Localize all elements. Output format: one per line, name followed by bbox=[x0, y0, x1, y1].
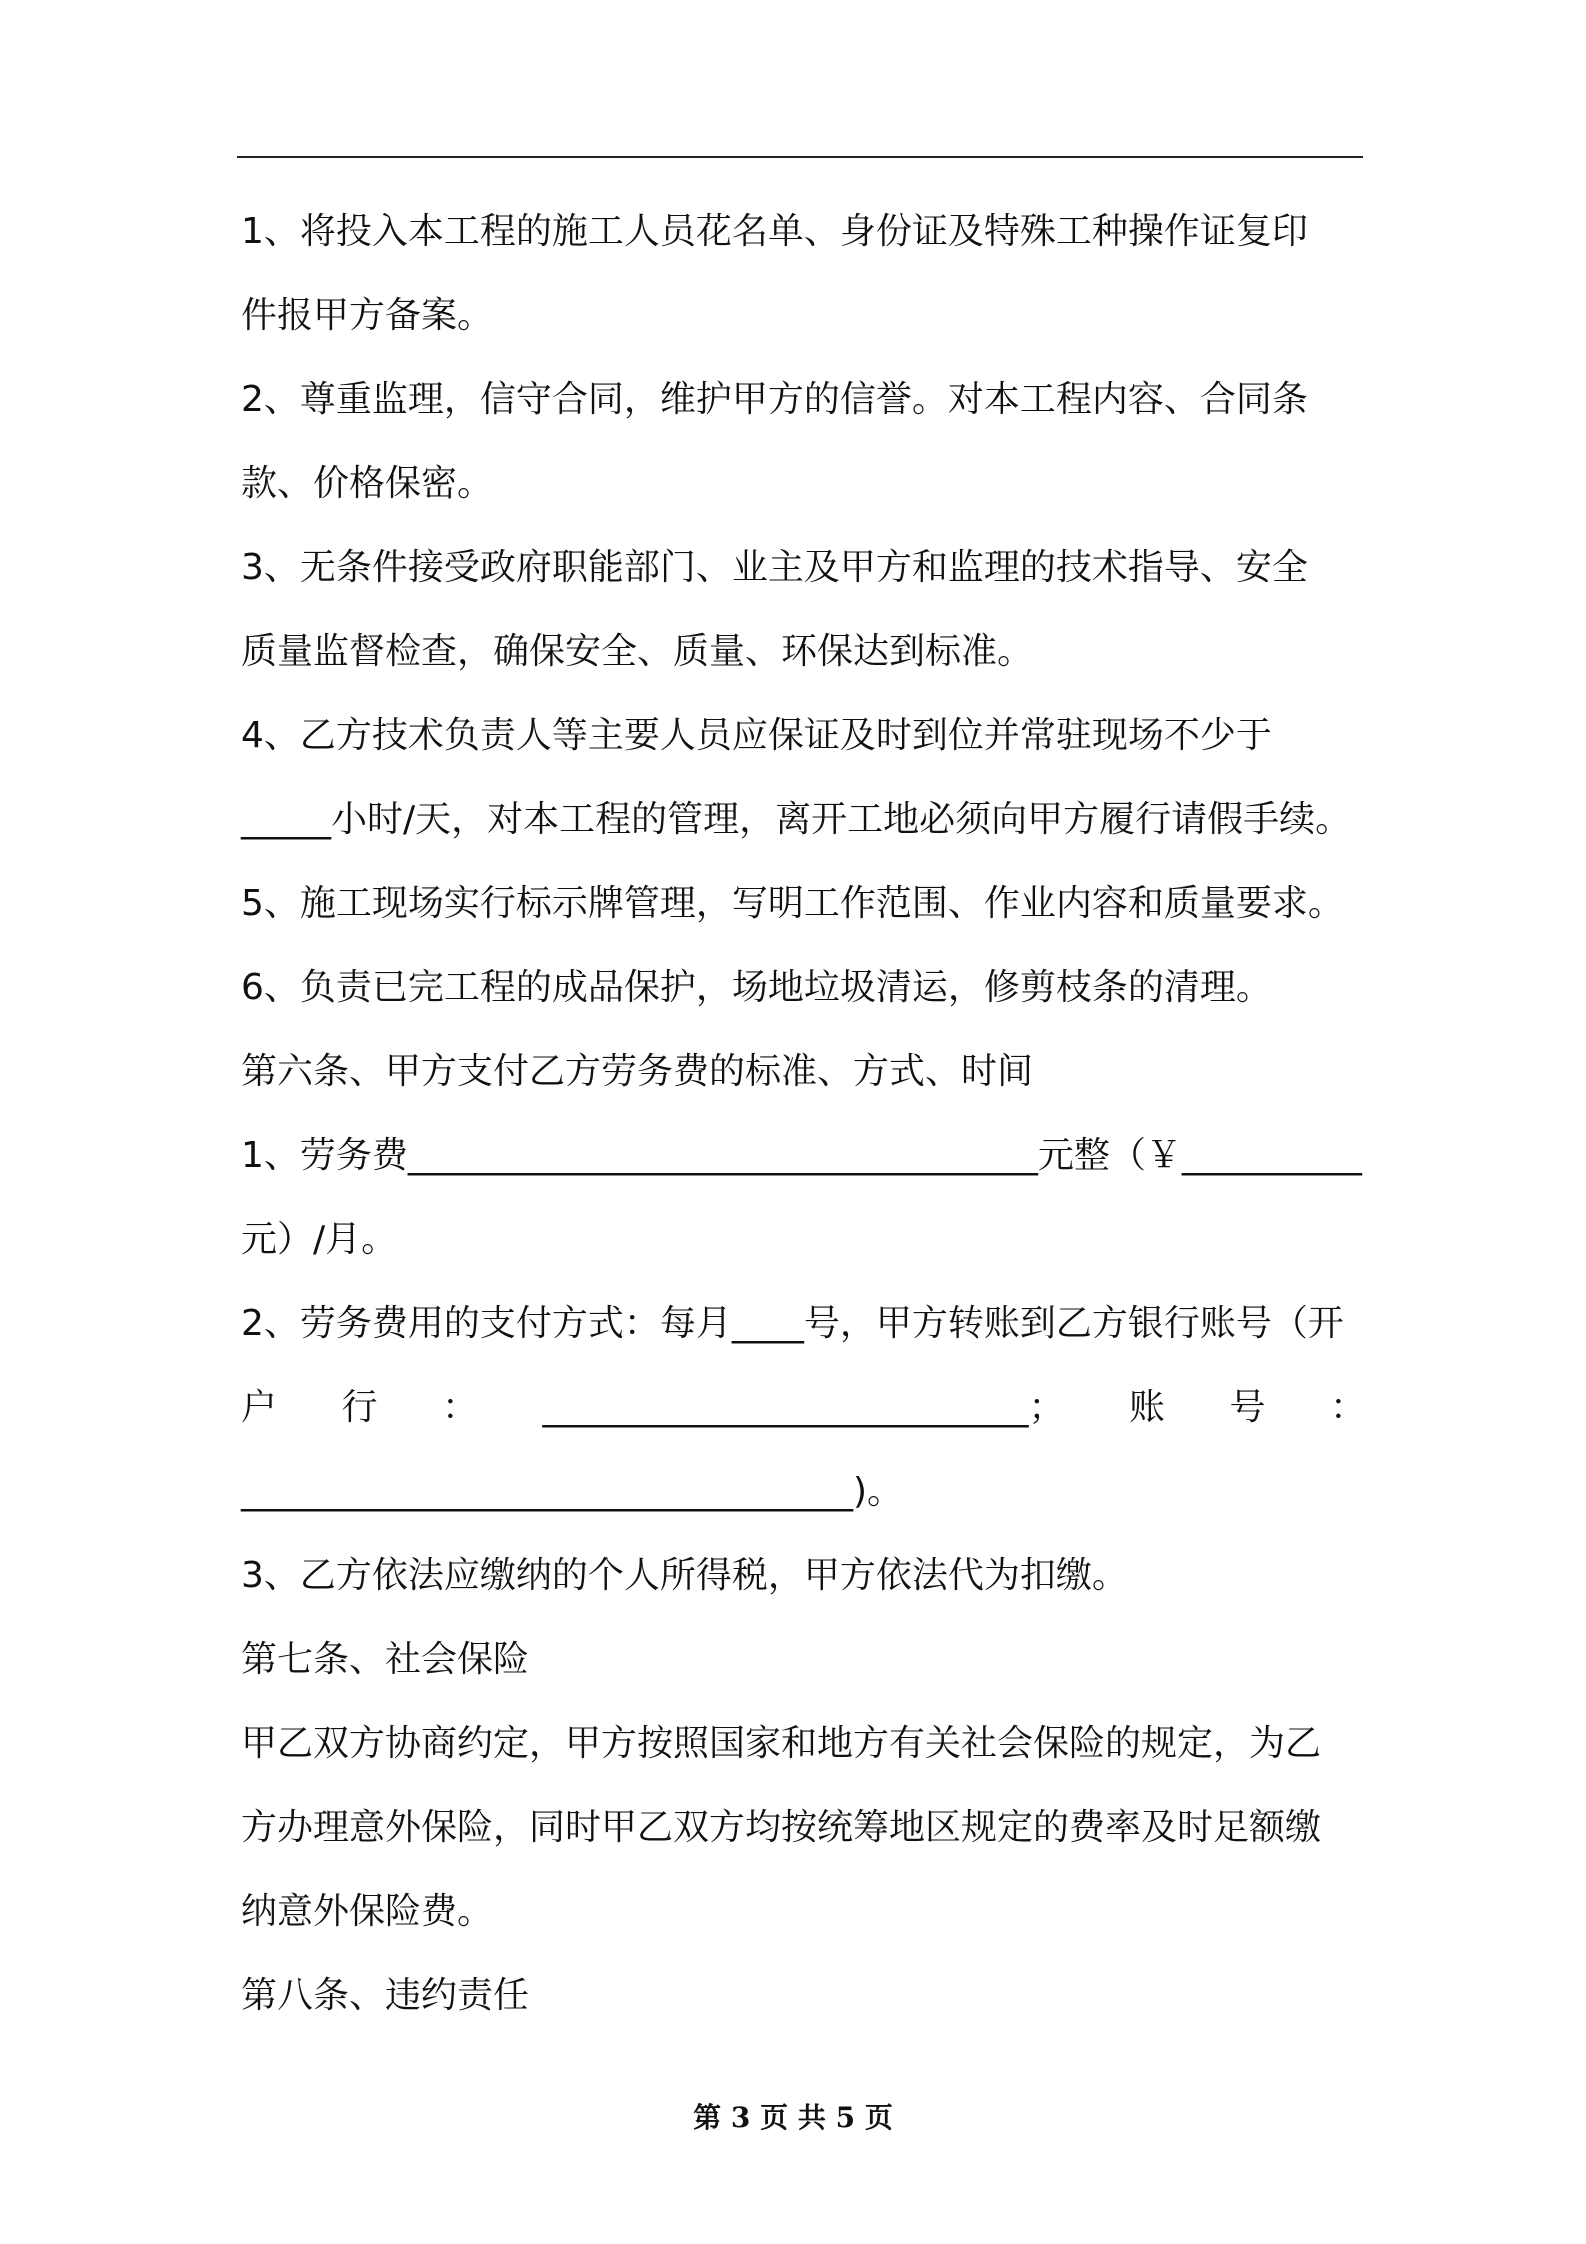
text-line: 1、将投入本工程的施工人员花名单、身份证及特殊工种操作证复印 bbox=[241, 211, 1308, 252]
text-line: __________________________________)。 bbox=[241, 1471, 904, 1512]
spread-char: 账 bbox=[1128, 1387, 1165, 1428]
text-line: 2、劳务费用的支付方式：每月____号，甲方转账到乙方银行账号（开 bbox=[241, 1303, 1344, 1344]
text-line: 2、尊重监理，信守合同，维护甲方的信誉。对本工程内容、合同条 bbox=[241, 379, 1308, 420]
bank-blank: ___________________________； bbox=[542, 1387, 1065, 1428]
text-line: 质量监督检查，确保安全、质量、环保达到标准。 bbox=[241, 631, 1034, 672]
text-line: 3、乙方依法应缴纳的个人所得税，甲方依法代为扣缴。 bbox=[241, 1555, 1128, 1596]
header-rule bbox=[237, 156, 1363, 158]
text-line: 5、施工现场实行标示牌管理，写明工作范围、作业内容和质量要求。 bbox=[241, 883, 1344, 924]
text-line: 件报甲方备案。 bbox=[241, 295, 494, 336]
document-body bbox=[241, 190, 1366, 2038]
spread-char: ： bbox=[1329, 1387, 1366, 1428]
spread-char: 户 bbox=[241, 1387, 278, 1428]
section-heading: 第六条、甲方支付乙方劳务费的标准、方式、时间 bbox=[241, 1051, 1034, 1092]
page-number: 第 3 页 共 5 页 bbox=[693, 2101, 893, 2134]
text-line: 3、无条件接受政府职能部门、业主及甲方和监理的技术指导、安全 bbox=[241, 547, 1308, 588]
spread-char: 号 bbox=[1229, 1387, 1266, 1428]
text-line: 甲乙双方协商约定，甲方按照国家和地方有关社会保险的规定，为乙 bbox=[241, 1723, 1322, 1764]
spread-char: ： bbox=[442, 1387, 479, 1428]
section-heading: 第七条、社会保险 bbox=[241, 1639, 530, 1680]
spread-char: 行 bbox=[341, 1387, 378, 1428]
text-line: _____小时/天，对本工程的管理，离开工地必须向甲方履行请假手续。 bbox=[241, 799, 1352, 840]
text-line: 元）/月。 bbox=[241, 1219, 398, 1260]
text-line: 纳意外保险费。 bbox=[241, 1891, 494, 1932]
text-line: 4、乙方技术负责人等主要人员应保证及时到位并常驻现场不少于 bbox=[241, 715, 1272, 756]
bank-info-line bbox=[241, 1366, 1366, 1450]
text-line: 6、负责已完工程的成品保护，场地垃圾清运，修剪枝条的清理。 bbox=[241, 967, 1272, 1008]
text-line: 款、价格保密。 bbox=[241, 463, 494, 504]
text-line: 方办理意外保险，同时甲乙双方均按统筹地区规定的费率及时足额缴 bbox=[241, 1807, 1322, 1848]
section-heading: 第八条、违约责任 bbox=[241, 1975, 530, 2016]
text-line: 1、劳务费___________________________________元整（￥__________ bbox=[241, 1135, 1362, 1176]
